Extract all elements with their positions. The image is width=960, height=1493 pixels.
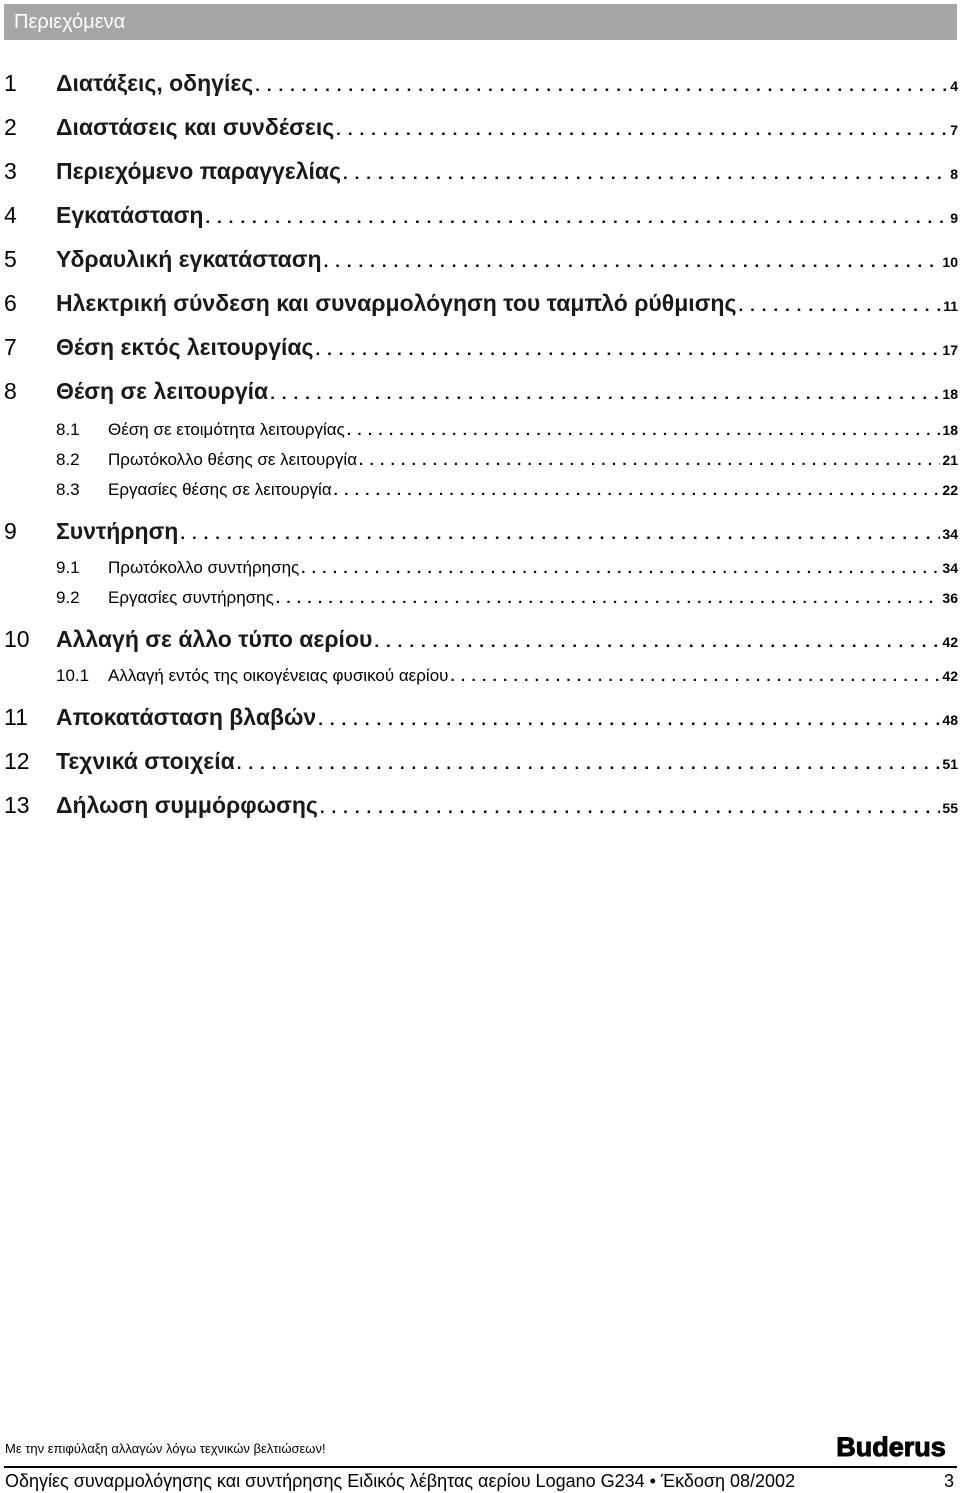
toc-dot-leader bbox=[336, 120, 948, 140]
toc-page-number: 21 bbox=[942, 452, 958, 468]
toc-dot-leader bbox=[270, 384, 940, 404]
toc-title: Εγκατάσταση bbox=[56, 202, 204, 228]
toc-page-number: 34 bbox=[942, 560, 958, 576]
toc-page-number: 8 bbox=[950, 166, 958, 182]
toc-page-number: 48 bbox=[942, 712, 958, 728]
toc-dot-leader bbox=[450, 668, 940, 685]
toc-dot-leader bbox=[301, 560, 940, 577]
toc-title: Ηλεκτρική σύνδεση και συναρμολόγηση του ταμπλό ρύθμισης bbox=[56, 290, 737, 316]
toc-entry[interactable] bbox=[4, 792, 958, 824]
toc-dot-leader bbox=[324, 252, 941, 272]
toc-entry[interactable] bbox=[4, 158, 958, 190]
toc-page-number: 18 bbox=[942, 422, 958, 438]
toc-number: 2 bbox=[4, 114, 17, 140]
toc-number: 9.2 bbox=[56, 588, 80, 607]
toc-entry[interactable] bbox=[4, 202, 958, 234]
toc-number: 10.1 bbox=[56, 666, 90, 685]
toc-title: Εργασίες συντήρησης bbox=[108, 588, 274, 607]
toc-number: 3 bbox=[4, 158, 17, 184]
toc-page-number: 7 bbox=[950, 122, 958, 138]
footer-divider bbox=[4, 1466, 957, 1468]
toc-dot-leader bbox=[237, 754, 941, 774]
toc-entry[interactable] bbox=[4, 246, 958, 278]
toc-entry[interactable] bbox=[4, 518, 958, 550]
toc-page-number: 34 bbox=[942, 526, 958, 542]
logo-text: Buderus bbox=[836, 1432, 946, 1462]
toc-title: Αλλαγή εντός της οικογένειας φυσικού αερίου bbox=[108, 666, 449, 685]
toc-dot-leader bbox=[276, 590, 941, 607]
toc-number: 13 bbox=[4, 792, 30, 818]
toc-entry[interactable] bbox=[4, 704, 958, 736]
toc-page-number: 42 bbox=[942, 634, 958, 650]
buderus-logo bbox=[826, 1432, 956, 1462]
footer-document-title: Οδηγίες συναρμολόγησης και συντήρησης Ειδικός λέβητας αερίου Logano G234 • Έκδοση 08/2002 bbox=[5, 1471, 796, 1491]
toc-title: Υδραυλική εγκατάσταση bbox=[56, 246, 322, 272]
toc-entry[interactable] bbox=[4, 290, 958, 322]
toc-entry[interactable] bbox=[4, 114, 958, 146]
toc-entry[interactable] bbox=[4, 420, 958, 446]
toc-dot-leader bbox=[374, 632, 940, 652]
toc-number: 6 bbox=[4, 290, 17, 316]
toc-dot-leader bbox=[318, 710, 940, 730]
toc-title: Διατάξεις, οδηγίες bbox=[56, 70, 254, 96]
toc-number: 8 bbox=[4, 378, 17, 404]
toc-number: 5 bbox=[4, 246, 17, 272]
toc-number: 1 bbox=[4, 70, 17, 96]
toc-entry[interactable] bbox=[4, 666, 958, 692]
toc-page-number: 9 bbox=[950, 210, 958, 226]
toc-title: Διαστάσεις και συνδέσεις bbox=[56, 114, 335, 140]
toc-entry[interactable] bbox=[4, 70, 958, 102]
toc-page-number: 36 bbox=[942, 590, 958, 606]
toc-title: Τεχνικά στοιχεία bbox=[56, 748, 235, 774]
toc-entry[interactable] bbox=[4, 378, 958, 410]
toc-number: 8.2 bbox=[56, 450, 80, 469]
toc-entry[interactable] bbox=[4, 626, 958, 658]
toc-title: Πρωτόκολλο θέσης σε λειτουργία bbox=[108, 450, 358, 469]
page-title: Περιεχόμενα bbox=[14, 11, 126, 33]
toc-number: 10 bbox=[4, 626, 30, 652]
toc-number: 9 bbox=[4, 518, 17, 544]
toc-page-number: 55 bbox=[942, 800, 958, 816]
toc-dot-leader bbox=[205, 208, 948, 228]
toc-page-number: 11 bbox=[943, 298, 958, 314]
toc-dot-leader bbox=[343, 164, 948, 184]
header-bar bbox=[4, 4, 957, 40]
toc-dot-leader bbox=[738, 296, 941, 316]
toc-page-number: 22 bbox=[942, 482, 958, 498]
toc-entry[interactable] bbox=[4, 450, 958, 476]
toc-page-number: 17 bbox=[942, 342, 958, 358]
toc-title: Θέση σε λειτουργία bbox=[56, 378, 269, 404]
toc-title: Δήλωση συμμόρφωσης bbox=[56, 792, 318, 818]
toc-title: Θέση σε ετοιμότητα λειτουργίας bbox=[108, 420, 345, 439]
toc-page-number: 51 bbox=[942, 756, 958, 772]
toc-number: 8.3 bbox=[56, 480, 80, 499]
toc-title: Πρωτόκολλο συντήρησης bbox=[108, 558, 300, 577]
toc-dot-leader bbox=[347, 422, 941, 439]
toc-dot-leader bbox=[180, 524, 940, 544]
toc-number: 8.1 bbox=[56, 420, 80, 439]
toc-title: Εργασίες θέσης σε λειτουργία bbox=[108, 480, 332, 499]
toc-number: 7 bbox=[4, 334, 17, 360]
toc-entry[interactable] bbox=[4, 588, 958, 614]
toc-page-number: 4 bbox=[950, 78, 958, 94]
toc-dot-leader bbox=[316, 340, 941, 360]
toc-entry[interactable] bbox=[4, 480, 958, 506]
toc-number: 9.1 bbox=[56, 558, 80, 577]
toc-title: Περιεχόμενο παραγγελίας bbox=[56, 158, 341, 184]
toc-dot-leader bbox=[359, 452, 940, 469]
toc-title: Συντήρηση bbox=[56, 518, 179, 544]
footer-note: Με την επιφύλαξη αλλαγών λόγω τεχνικών βελτιώσεων! bbox=[5, 1441, 326, 1456]
toc-entry[interactable] bbox=[4, 558, 958, 584]
toc-page-number: 18 bbox=[942, 386, 958, 402]
toc-number: 11 bbox=[4, 704, 28, 730]
footer-page-number: 3 bbox=[943, 1471, 954, 1491]
toc-title: Αποκατάσταση βλαβών bbox=[56, 704, 317, 730]
toc-entry[interactable] bbox=[4, 748, 958, 780]
toc-number: 4 bbox=[4, 202, 17, 228]
toc-page-number: 10 bbox=[942, 254, 958, 270]
toc-entry[interactable] bbox=[4, 334, 958, 366]
toc-dot-leader bbox=[320, 798, 941, 818]
toc-number: 12 bbox=[4, 748, 30, 774]
toc-dot-leader bbox=[255, 76, 948, 96]
toc-title: Θέση εκτός λειτουργίας bbox=[56, 334, 314, 360]
toc-page-number: 42 bbox=[942, 668, 958, 684]
toc-title: Αλλαγή σε άλλο τύπο αερίου bbox=[56, 626, 373, 652]
toc-dot-leader bbox=[334, 482, 941, 499]
